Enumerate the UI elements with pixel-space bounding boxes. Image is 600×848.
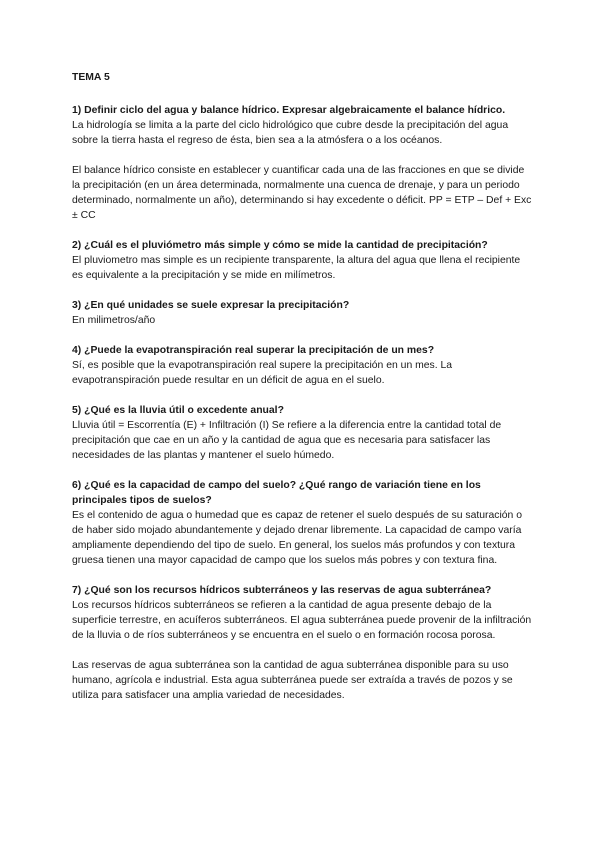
answer-1: La hidrología se limita a la parte del ciclo hidrológico que cubre desde la precipitación del agua sobre la tierra hasta el regreso de ésta, bien sea a la atmósfera o a los océanos. <box>72 120 509 146</box>
answer-1-balance: El balance hídrico consiste en establecer y cuantificar cada una de las fracciones en que se divide la precipitación (en un área determinada, normalmente una cuenca de drenaje, y para un periodo determinado, normalmente un año), determinando si hay excedente o déficit. PP = ETP – Def + Exc ± CC <box>72 165 532 221</box>
answer-5: Lluvia útil = Escorrentía (E) + Infiltración (I) Se refiere a la diferencia entre la cantidad total de precipitación que cae en un año y la cantidad de agua que es necesaria para satisfacer las necesidades de las plantas y mantener el suelo húmedo. <box>72 420 502 461</box>
section-2 <box>72 238 532 283</box>
section-1 <box>72 103 532 223</box>
document-page <box>72 70 532 718</box>
answer-2: El pluviometro mas simple es un recipiente transparente, la altura del agua que llena el recipiente es equivalente a la precipitación y se mide en milímetros. <box>72 255 521 281</box>
question-2: 2) ¿Cuál es el pluviómetro más simple y cómo se mide la cantidad de precipitación? <box>72 240 488 251</box>
section-7 <box>72 583 532 703</box>
answer-4: Sí, es posible que la evapotranspiración real supere la precipitación en un mes. La evapotranspiración puede resultar en un déficit de agua en el suelo. <box>72 360 453 386</box>
document-title: TEMA 5 <box>72 72 110 83</box>
answer-7: Los recursos hídricos subterráneos se refieren a la cantidad de agua presente debajo de la superficie terrestre, en acuíferos subterráneos. El agua subterránea puede provenir de la infiltración de la lluvia o de ríos subterráneos y se encuentra en el suelo o en formación rocosa porosa. <box>72 600 532 641</box>
section-5 <box>72 403 532 463</box>
question-3: 3) ¿En qué unidades se suele expresar la precipitación? <box>72 300 350 311</box>
section-6 <box>72 478 532 568</box>
question-7: 7) ¿Qué son los recursos hídricos subterráneos y las reservas de agua subterránea? <box>72 585 492 596</box>
section-3 <box>72 298 532 328</box>
answer-6: Es el contenido de agua o humedad que es capaz de retener el suelo después de su saturación o de haber sido mojado abundantemente y dejado drenar libremente. La capacidad de campo varía ampliamente dependiendo del tipo de suelo. En general, los suelos más profundos y con textura gruesa tienen una mayor capacidad de campo que los suelos más pobres y con textura fina. <box>72 510 522 566</box>
answer-7-reserves: Las reservas de agua subterránea son la cantidad de agua subterránea disponible para su uso humano, agrícola e industrial. Esta agua subterránea puede ser extraída a través de pozos y se utiliza para satisfacer una amplia variedad de necesidades. <box>72 660 513 701</box>
section-4 <box>72 343 532 388</box>
question-6: 6) ¿Qué es la capacidad de campo del suelo? ¿Qué rango de variación tiene en los principales tipos de suelos? <box>72 480 481 506</box>
answer-3: En milimetros/año <box>72 315 156 326</box>
question-4: 4) ¿Puede la evapotranspiración real superar la precipitación de un mes? <box>72 345 435 356</box>
question-5: 5) ¿Qué es la lluvia útil o excedente anual? <box>72 405 284 416</box>
question-1: 1) Definir ciclo del agua y balance hídrico. Expresar algebraicamente el balance hídrico. <box>72 105 506 116</box>
